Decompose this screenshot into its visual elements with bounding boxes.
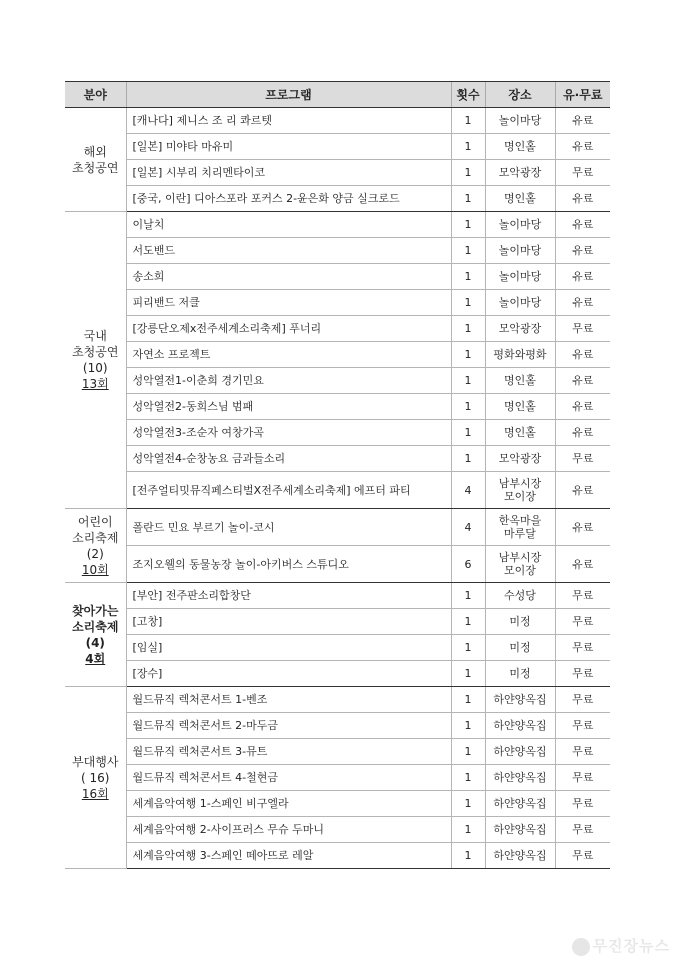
venue-cell bbox=[485, 212, 555, 238]
venue-line: 모악광장 bbox=[498, 452, 542, 465]
venue-cell bbox=[485, 290, 555, 316]
fee-cell: 유료 bbox=[555, 472, 610, 509]
fee-cell: 무료 bbox=[555, 791, 610, 817]
table-row bbox=[65, 509, 610, 546]
venue-cell bbox=[485, 186, 555, 212]
venue-cell bbox=[485, 583, 555, 609]
count-cell: 1 bbox=[451, 186, 485, 212]
count-cell: 1 bbox=[451, 160, 485, 186]
count-cell: 1 bbox=[451, 342, 485, 368]
program-cell: 이날치 bbox=[126, 212, 451, 238]
program-cell: [일본] 미야타 마유미 bbox=[126, 134, 451, 160]
venue-cell bbox=[485, 609, 555, 635]
program-cell: 성악열전2-동희스님 범패 bbox=[126, 394, 451, 420]
venue-line: 모악광장 bbox=[498, 322, 542, 335]
table-row bbox=[65, 186, 610, 212]
program-cell: 송소희 bbox=[126, 264, 451, 290]
venue-cell bbox=[485, 446, 555, 472]
venue-line: 미정 bbox=[509, 615, 531, 628]
table-row bbox=[65, 446, 610, 472]
fee-cell: 유료 bbox=[555, 108, 610, 134]
venue-line: 모이장 bbox=[504, 564, 536, 577]
count-cell: 1 bbox=[451, 264, 485, 290]
header-fee: 유·무료 bbox=[555, 82, 610, 108]
fee-cell: 무료 bbox=[555, 316, 610, 342]
fee-cell: 유료 bbox=[555, 420, 610, 446]
venue-line: 미정 bbox=[509, 667, 531, 680]
table-row bbox=[65, 635, 610, 661]
count-cell: 4 bbox=[451, 509, 485, 546]
category-line: 소리축제 bbox=[72, 619, 119, 634]
count-cell: 1 bbox=[451, 687, 485, 713]
fee-cell: 유료 bbox=[555, 509, 610, 546]
venue-line: 하얀양옥집 bbox=[493, 719, 547, 732]
category-line: ( 16) bbox=[81, 770, 110, 785]
watermark: 무진장뉴스 bbox=[572, 935, 670, 956]
program-cell: [고창] bbox=[126, 609, 451, 635]
fee-cell: 유료 bbox=[555, 134, 610, 160]
table-row bbox=[65, 316, 610, 342]
venue-line: 명인홀 bbox=[504, 426, 536, 439]
category-cell bbox=[65, 509, 126, 583]
venue-line: 미정 bbox=[509, 641, 531, 654]
venue-cell bbox=[485, 238, 555, 264]
fee-cell: 유료 bbox=[555, 546, 610, 583]
category-line: 10회 bbox=[81, 562, 109, 577]
venue-cell bbox=[485, 843, 555, 869]
count-cell: 1 bbox=[451, 290, 485, 316]
table-row bbox=[65, 212, 610, 238]
venue-cell bbox=[485, 134, 555, 160]
venue-line: 놀이마당 bbox=[498, 296, 542, 309]
program-cell: [캐나다] 제니스 조 리 콰르텟 bbox=[126, 108, 451, 134]
category-line: 국내 bbox=[83, 329, 107, 343]
fee-cell: 무료 bbox=[555, 765, 610, 791]
fee-cell: 무료 bbox=[555, 739, 610, 765]
table-row bbox=[65, 583, 610, 609]
fee-cell: 유료 bbox=[555, 238, 610, 264]
header-row bbox=[65, 82, 610, 108]
program-cell: 성악열전3-조순자 여창가곡 bbox=[126, 420, 451, 446]
count-cell: 1 bbox=[451, 765, 485, 791]
venue-cell bbox=[485, 264, 555, 290]
venue-line: 수성당 bbox=[504, 589, 536, 602]
program-cell: [중국, 이란] 디아스포라 포커스 2-윤은화 양금 실크로드 bbox=[126, 186, 451, 212]
venue-cell bbox=[485, 368, 555, 394]
table-row bbox=[65, 472, 610, 509]
fee-cell: 유료 bbox=[555, 290, 610, 316]
category-line: 해외 bbox=[83, 144, 107, 159]
count-cell: 1 bbox=[451, 420, 485, 446]
table-row bbox=[65, 791, 610, 817]
count-cell: 1 bbox=[451, 635, 485, 661]
category-line: 부대행사 bbox=[72, 754, 119, 769]
category-line: (10) bbox=[82, 361, 108, 375]
venue-cell bbox=[485, 713, 555, 739]
venue-cell bbox=[485, 739, 555, 765]
category-line: 찾아가는 bbox=[72, 603, 119, 618]
fee-cell: 무료 bbox=[555, 661, 610, 687]
venue-cell bbox=[485, 108, 555, 134]
category-line: 어린이 bbox=[77, 514, 113, 529]
table-row bbox=[65, 368, 610, 394]
venue-line: 모이장 bbox=[504, 490, 536, 503]
venue-line: 하얀양옥집 bbox=[493, 693, 547, 706]
program-cell: 자연소 프로젝트 bbox=[126, 342, 451, 368]
table-row bbox=[65, 661, 610, 687]
venue-line: 한옥마을 bbox=[498, 514, 542, 527]
category-line: 16회 bbox=[81, 786, 109, 801]
venue-line: 남부시장 bbox=[498, 551, 542, 564]
count-cell: 1 bbox=[451, 817, 485, 843]
program-cell: 월드뮤직 렉처콘서트 4-철현금 bbox=[126, 765, 451, 791]
count-cell: 1 bbox=[451, 791, 485, 817]
table-row bbox=[65, 342, 610, 368]
program-cell: 월드뮤직 렉처콘서트 3-뮤트 bbox=[126, 739, 451, 765]
venue-cell bbox=[485, 394, 555, 420]
header-category: 분야 bbox=[65, 82, 126, 108]
category-line: 13회 bbox=[81, 377, 109, 391]
fee-cell: 무료 bbox=[555, 817, 610, 843]
program-table bbox=[65, 81, 610, 869]
venue-line: 모악광장 bbox=[498, 166, 542, 179]
venue-cell bbox=[485, 160, 555, 186]
program-cell: [일본] 시부리 치리멘타이코 bbox=[126, 160, 451, 186]
count-cell: 1 bbox=[451, 713, 485, 739]
venue-line: 명인홀 bbox=[504, 374, 536, 387]
table-row bbox=[65, 290, 610, 316]
count-cell: 1 bbox=[451, 108, 485, 134]
fee-cell: 무료 bbox=[555, 713, 610, 739]
fee-cell: 무료 bbox=[555, 843, 610, 869]
table-body bbox=[65, 108, 610, 869]
count-cell: 1 bbox=[451, 394, 485, 420]
venue-line: 명인홀 bbox=[504, 192, 536, 205]
venue-line: 놀이마당 bbox=[498, 218, 542, 231]
header-venue: 장소 bbox=[485, 82, 555, 108]
program-cell: 세계음악여행 3-스페인 떼아뜨로 레알 bbox=[126, 843, 451, 869]
fee-cell: 유료 bbox=[555, 186, 610, 212]
venue-cell bbox=[485, 342, 555, 368]
count-cell: 1 bbox=[451, 368, 485, 394]
fee-cell: 무료 bbox=[555, 609, 610, 635]
table-row bbox=[65, 739, 610, 765]
venue-line: 하얀양옥집 bbox=[493, 849, 547, 862]
program-cell: 월드뮤직 렉처콘서트 1-벤조 bbox=[126, 687, 451, 713]
venue-cell bbox=[485, 791, 555, 817]
venue-line: 하얀양옥집 bbox=[493, 823, 547, 836]
venue-line: 놀이마당 bbox=[498, 244, 542, 257]
table-row bbox=[65, 160, 610, 186]
category-line: 초청공연 bbox=[72, 160, 119, 175]
category-line: 초청공연 bbox=[72, 345, 119, 359]
program-cell: 폴란드 민요 부르기 놀이-코시 bbox=[126, 509, 451, 546]
category-cell bbox=[65, 687, 126, 869]
count-cell: 1 bbox=[451, 316, 485, 342]
venue-cell bbox=[485, 316, 555, 342]
program-cell: 피리밴드 저클 bbox=[126, 290, 451, 316]
fee-cell: 무료 bbox=[555, 583, 610, 609]
program-cell: [장수] bbox=[126, 661, 451, 687]
program-cell: 성악열전1-이춘희 경기민요 bbox=[126, 368, 451, 394]
venue-cell bbox=[485, 472, 555, 509]
fee-cell: 유료 bbox=[555, 264, 610, 290]
count-cell: 1 bbox=[451, 134, 485, 160]
count-cell: 1 bbox=[451, 739, 485, 765]
table-row bbox=[65, 108, 610, 134]
count-cell: 1 bbox=[451, 446, 485, 472]
venue-line: 남부시장 bbox=[498, 477, 542, 490]
venue-line: 마루달 bbox=[504, 527, 536, 540]
table-row bbox=[65, 687, 610, 713]
venue-cell bbox=[485, 420, 555, 446]
fee-cell: 무료 bbox=[555, 446, 610, 472]
venue-cell bbox=[485, 546, 555, 583]
venue-line: 놀이마당 bbox=[498, 114, 542, 127]
program-cell: [전주얼티밋뮤직페스티벌X전주세계소리축제] 에프터 파티 bbox=[126, 472, 451, 509]
category-cell bbox=[65, 583, 126, 687]
venue-cell bbox=[485, 687, 555, 713]
category-cell bbox=[65, 212, 126, 509]
venue-line: 하얀양옥집 bbox=[493, 745, 547, 758]
table-row bbox=[65, 765, 610, 791]
fee-cell: 유료 bbox=[555, 342, 610, 368]
fee-cell: 무료 bbox=[555, 687, 610, 713]
fee-cell: 무료 bbox=[555, 635, 610, 661]
program-cell: 월드뮤직 렉처콘서트 2-마두금 bbox=[126, 713, 451, 739]
program-cell: 성악열전4-순창농요 금과들소리 bbox=[126, 446, 451, 472]
header-count: 횟수 bbox=[451, 82, 485, 108]
venue-line: 명인홀 bbox=[504, 400, 536, 413]
venue-cell bbox=[485, 661, 555, 687]
header-program: 프로그램 bbox=[126, 82, 451, 108]
program-cell: 조지오웰의 동물농장 놀이-아키버스 스튜디오 bbox=[126, 546, 451, 583]
count-cell: 1 bbox=[451, 661, 485, 687]
venue-line: 하얀양옥집 bbox=[493, 797, 547, 810]
watermark-logo-icon bbox=[572, 938, 590, 956]
program-cell: 세계음악여행 2-사이프러스 무슈 두마니 bbox=[126, 817, 451, 843]
venue-cell bbox=[485, 635, 555, 661]
count-cell: 1 bbox=[451, 583, 485, 609]
table-row bbox=[65, 238, 610, 264]
table-row bbox=[65, 134, 610, 160]
fee-cell: 유료 bbox=[555, 212, 610, 238]
venue-line: 놀이마당 bbox=[498, 270, 542, 283]
table-row bbox=[65, 394, 610, 420]
table-row bbox=[65, 713, 610, 739]
venue-cell bbox=[485, 817, 555, 843]
category-line: (2) bbox=[86, 546, 104, 561]
category-line: 4회 bbox=[85, 651, 106, 666]
venue-line: 하얀양옥집 bbox=[493, 771, 547, 784]
count-cell: 1 bbox=[451, 238, 485, 264]
venue-line: 평화와평화 bbox=[493, 348, 547, 361]
count-cell: 1 bbox=[451, 212, 485, 238]
category-line: 소리축제 bbox=[72, 530, 119, 545]
table-row bbox=[65, 420, 610, 446]
table-row bbox=[65, 264, 610, 290]
fee-cell: 무료 bbox=[555, 160, 610, 186]
program-cell: 서도밴드 bbox=[126, 238, 451, 264]
count-cell: 1 bbox=[451, 609, 485, 635]
table-row bbox=[65, 817, 610, 843]
venue-line: 명인홀 bbox=[504, 140, 536, 153]
venue-cell bbox=[485, 509, 555, 546]
table-row bbox=[65, 609, 610, 635]
fee-cell: 유료 bbox=[555, 368, 610, 394]
fee-cell: 유료 bbox=[555, 394, 610, 420]
table-row bbox=[65, 546, 610, 583]
program-cell: [강릉단오제x전주세계소리축제] 푸너리 bbox=[126, 316, 451, 342]
program-cell: [임실] bbox=[126, 635, 451, 661]
category-cell bbox=[65, 108, 126, 212]
venue-cell bbox=[485, 765, 555, 791]
program-cell: [부안] 전주판소리합창단 bbox=[126, 583, 451, 609]
count-cell: 1 bbox=[451, 843, 485, 869]
table-row bbox=[65, 843, 610, 869]
category-line: (4) bbox=[85, 635, 105, 650]
count-cell: 4 bbox=[451, 472, 485, 509]
program-cell: 세계음악여행 1-스페인 비구엘라 bbox=[126, 791, 451, 817]
count-cell: 6 bbox=[451, 546, 485, 583]
